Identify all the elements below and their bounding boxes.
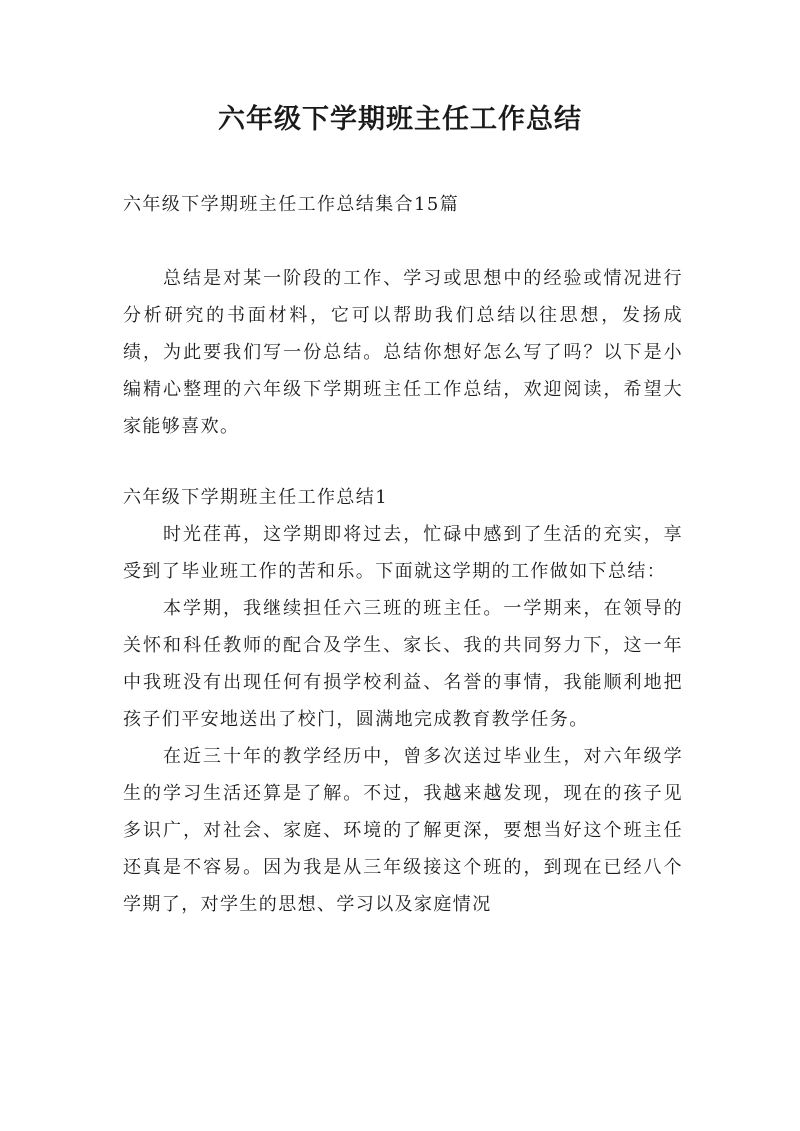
- body-paragraph: 时光荏苒，这学期即将过去，忙碌中感到了生活的充实，享受到了毕业班工作的苦和乐。下面就这学期的工作做如下总结：: [123, 524, 683, 582]
- document-subtitle: 六年级下学期班主任工作总结集合15篇: [123, 194, 460, 215]
- intro-paragraph: 总结是对某一阶段的工作、学习或思想中的经验或情况进行分析研究的书面材料，它可以帮助我们总结以往思想，发扬成绩，为此要我们写一份总结。总结你想好怎么写了吗？以下是小编精心整理的六年级下学期班主任工作总结，欢迎阅读，希望大家能够喜欢。: [123, 268, 683, 437]
- body-paragraph: 本学期，我继续担任六三班的班主任。一学期来，在领导的关怀和科任教师的配合及学生、家长、我的共同努力下，这一年中我班没有出现任何有损学校利益、名誉的事情，我能顺利地把孩子们平安地送出了校门，圆满地完成教育教学任务。: [123, 598, 683, 730]
- document-body: [123, 186, 683, 923]
- section-heading: 六年级下学期班主任工作总结1: [123, 487, 389, 508]
- body-paragraph: 在近三十年的教学经历中，曾多次送过毕业生，对六年级学生的学习生活还算是了解。不过，我越来越发现，现在的孩子见多识广，对社会、家庭、环境的了解更深，要想当好这个班主任还真是不容易。因为我是从三年级接这个班的，到现在已经八个学期了，对学生的思想、学习以及家庭情况: [123, 746, 683, 915]
- document-title: 六年级下学期班主任工作总结: [218, 104, 582, 135]
